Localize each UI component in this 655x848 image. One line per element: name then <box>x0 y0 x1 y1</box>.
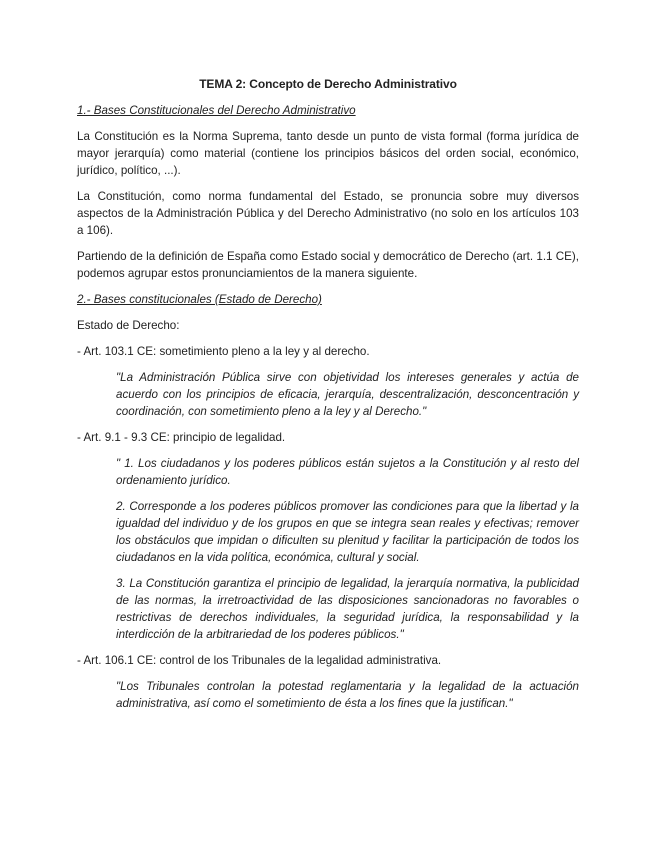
quote-art-9-1: " 1. Los ciudadanos y los poderes públicos están sujetos a la Constitución y al resto del ordenamiento jurídico. <box>116 457 579 487</box>
paragraph-2: La Constitución, como norma fundamental del Estado, se pronuncia sobre muy diversos aspectos de la Administración Pública y del Derecho Administrativo (no solo en los artículos 103 a 106). <box>77 190 579 237</box>
section-heading-2: 2.- Bases constitucionales (Estado de Derecho) <box>77 293 322 306</box>
quote-art-103: "La Administración Pública sirve con objetividad los intereses generales y actúa de acuerdo con los principios de eficacia, jerarquía, descentralización, desconcentración y coordinación, con sometimiento pleno a la ley y al Derecho." <box>116 371 579 418</box>
document-page <box>77 76 579 721</box>
paragraph-1: La Constitución es la Norma Suprema, tanto desde un punto de vista formal (forma jurídica de mayor jerarquía) como material (contiene los principios básicos del orden social, económico, jurídico, político, ...). <box>77 130 579 177</box>
list-item-art-106: - Art. 106.1 CE: control de los Tribunales de la legalidad administrativa. <box>77 654 442 667</box>
quote-art-106: "Los Tribunales controlan la potestad reglamentaria y la legalidad de la actuación administrativa, así como el sometimiento de ésta a los fines que la justifican." <box>116 680 579 710</box>
section-heading-1: 1.- Bases Constitucionales del Derecho Administrativo <box>77 104 356 117</box>
document-title: TEMA 2: Concepto de Derecho Administrativo <box>199 77 457 91</box>
list-item-art-103: - Art. 103.1 CE: sometimiento pleno a la ley y al derecho. <box>77 345 370 358</box>
quote-art-9-2: 2. Corresponde a los poderes públicos promover las condiciones para que la libertad y la igualdad del individuo y de los grupos en que se integra sean reales y efectivas; remover los obstáculos que impidan o dificulten su plenitud y facilitar la participación de todos los ciudadanos en la vida política, económica, cultural y social. <box>116 500 579 564</box>
paragraph-4: Estado de Derecho: <box>77 319 180 332</box>
quote-art-9-3: 3. La Constitución garantiza el principio de legalidad, la jerarquía normativa, la publicidad de las normas, la irretroactividad de las disposiciones sancionadoras no favorables o restrictivas de derechos individuales, la seguridad jurídica, la responsabilidad y la interdicción de la arbitrariedad de los poderes públicos." <box>116 577 579 641</box>
paragraph-3: Partiendo de la definición de España como Estado social y democrático de Derecho (art. 1.1 CE), podemos agrupar estos pronunciamientos de la manera siguiente. <box>77 250 579 280</box>
list-item-art-9: - Art. 9.1 - 9.3 CE: principio de legalidad. <box>77 431 286 444</box>
